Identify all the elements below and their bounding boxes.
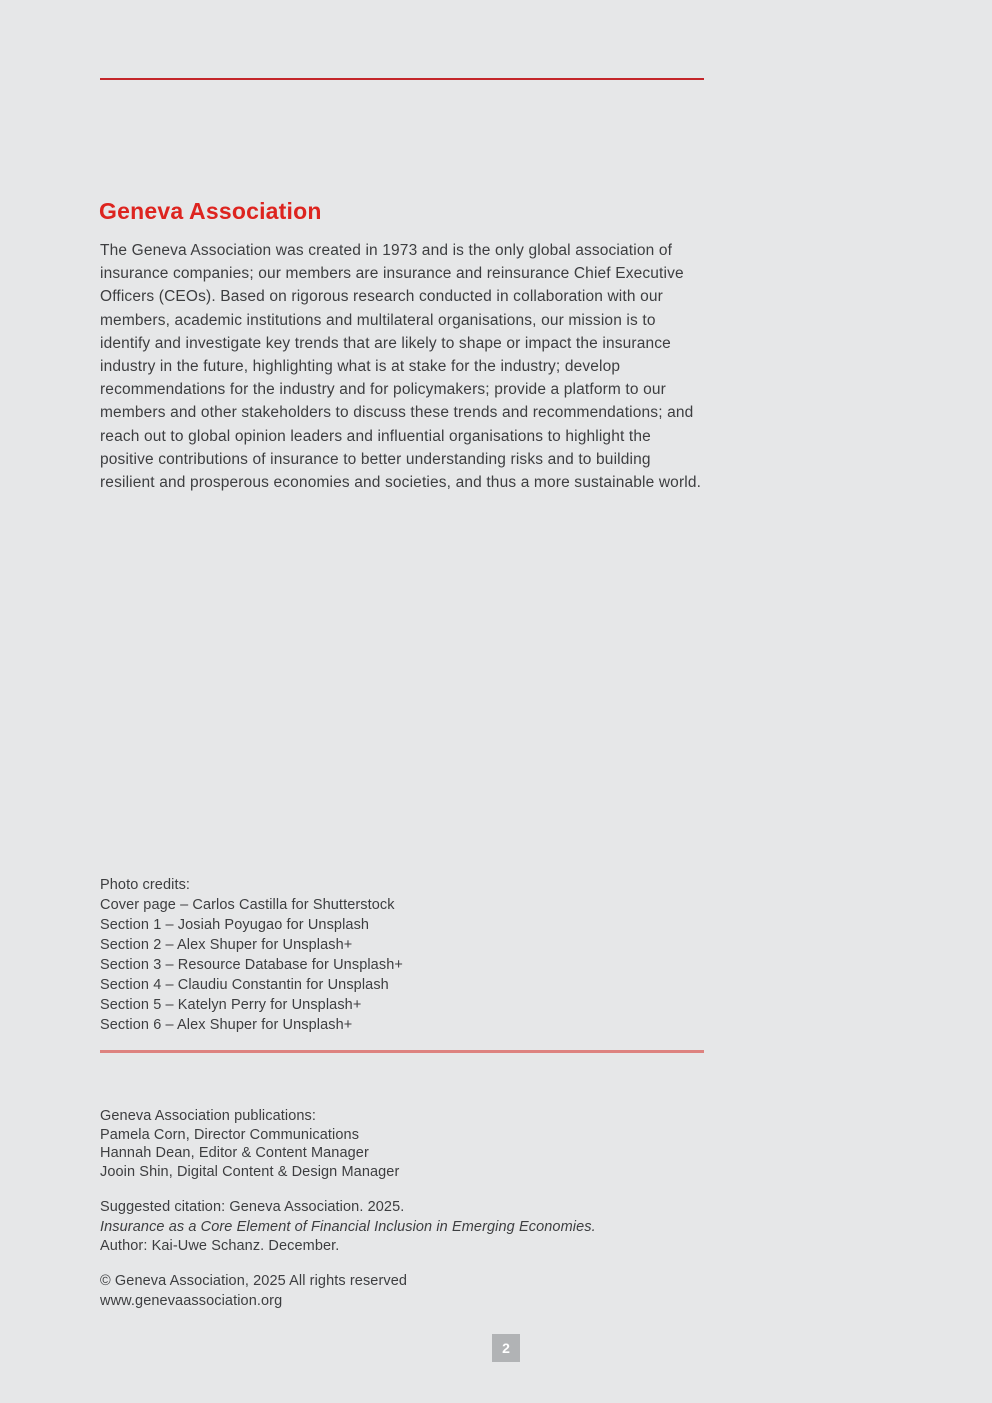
photo-credit-line: Section 4 – Claudiu Constantin for Unsplash [100,977,389,993]
citation-report-title: Insurance as a Core Element of Financial Inclusion in Emerging Economies. [100,1218,596,1235]
citation-block [100,1198,708,1257]
top-rule-divider [100,78,704,80]
about-paragraph: The Geneva Association was created in 1973 and is the only global association of insurance companies; our members are insurance and reinsurance Chief Executive Officers (CEOs). Based on rigorous research conducted in collaboration with our members, academic institutions and multilateral organisations, our mission is to identify and investigate key trends that are likely to shape or impact the insurance industry in the future, highlighting what is at stake for the industry; develop recommendations for the industry and for policymakers; provide a platform to our members and other stakeholders to discuss these trends and recommendations; and reach out to global opinion leaders and influential organisations to highlight the positive contributions of insurance to better understanding risks and to building resilient and prosperous economies and societies, and thus a more sustainable world. [100,242,702,492]
photo-credit-line: Section 3 – Resource Database for Unsplash+ [100,957,403,973]
publications-block [100,1107,708,1182]
copyright-block [100,1272,708,1311]
page-number-badge: 2 [492,1334,520,1362]
publications-person: Hannah Dean, Editor & Content Manager [100,1145,369,1162]
publications-person: Pamela Corn, Director Communications [100,1126,360,1143]
photo-credit-line: Section 2 – Alex Shuper for Unsplash+ [100,937,353,953]
photo-credit-line: Cover page – Carlos Castilla for Shutterstock [100,897,395,913]
photo-credit-line: Section 5 – Katelyn Perry for Unsplash+ [100,997,362,1013]
page-title: Geneva Association [99,198,322,224]
section-rule-divider [100,1050,704,1053]
citation-author-line: Author: Kai-Uwe Schanz. December. [100,1238,340,1254]
publications-person: Jooin Shin, Digital Content & Design Manager [100,1164,400,1181]
photo-credit-line: Section 6 – Alex Shuper for Unsplash+ [100,1017,353,1033]
photo-credits-block [100,875,708,1035]
photo-credits-title: Photo credits: [100,877,191,893]
publications-title: Geneva Association publications: [100,1108,316,1124]
citation-intro-line: Suggested citation: Geneva Association. 2025. [100,1199,405,1215]
website-url: www.genevaassociation.org [100,1292,283,1309]
photo-credit-line: Section 1 – Josiah Poyugao for Unsplash [100,917,370,933]
copyright-line: © Geneva Association, 2025 All rights reserved [100,1273,408,1289]
